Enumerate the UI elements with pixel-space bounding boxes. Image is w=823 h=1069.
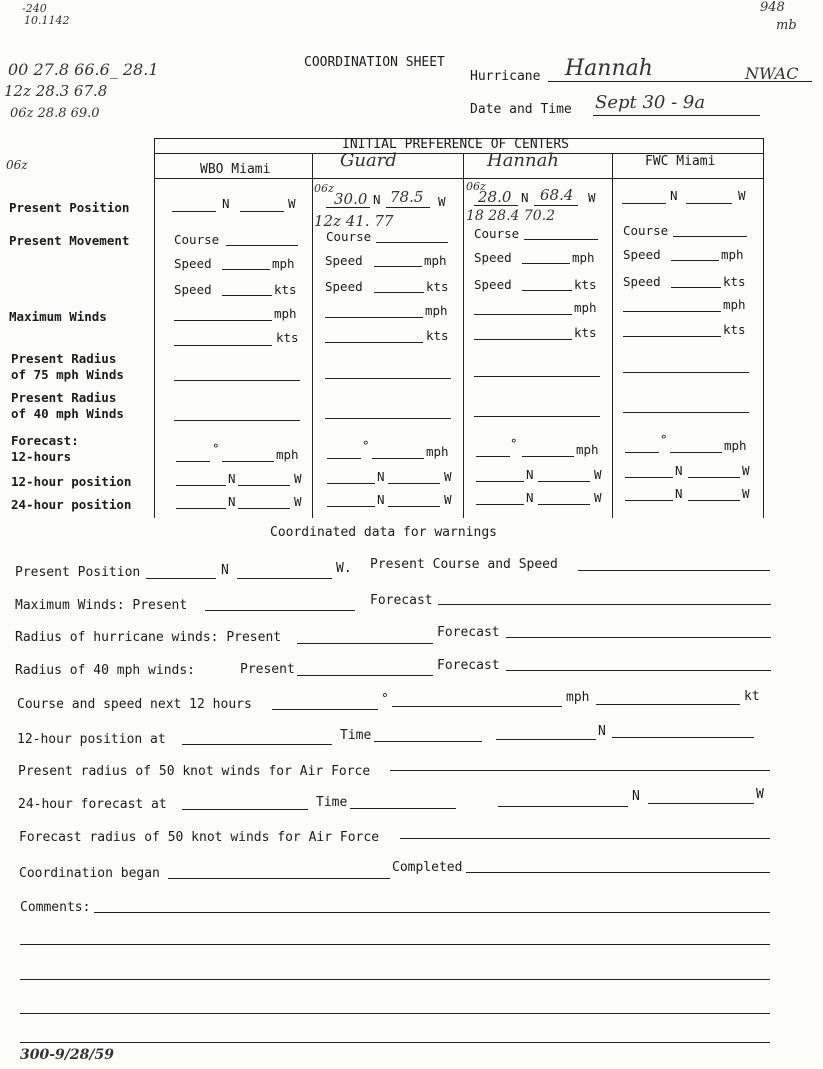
center-header-handwritten: Hannah bbox=[487, 150, 559, 171]
handwritten-note: 12z 41. 77 bbox=[314, 212, 394, 230]
hurricane-label: Hurricane bbox=[470, 69, 541, 84]
cell-w: W bbox=[594, 467, 602, 482]
cell-course: Course bbox=[474, 226, 520, 241]
cell-course: Course bbox=[623, 223, 669, 238]
cell-speed: Speed bbox=[474, 250, 512, 265]
cell-mph: mph bbox=[274, 306, 297, 321]
handwritten-note: 06z bbox=[6, 158, 28, 172]
cell-speed: Speed bbox=[623, 274, 661, 289]
cell-mph: mph bbox=[425, 303, 448, 318]
label-mph: mph bbox=[566, 690, 590, 705]
label-present-radius-50: Present radius of 50 knot winds for Air Force bbox=[18, 764, 371, 779]
cell-w: W bbox=[444, 492, 452, 507]
cell-kts: kts bbox=[723, 274, 746, 289]
page-title: COORDINATION SHEET bbox=[304, 55, 445, 70]
form-number: 300-9/28/59 bbox=[20, 1047, 114, 1063]
label-12-hour-position: 12-hour position at bbox=[17, 732, 166, 747]
handwritten-lon: 68.4 bbox=[540, 186, 574, 204]
cell-n: N bbox=[675, 486, 683, 501]
cell-mph: mph bbox=[272, 256, 295, 271]
cell-course: Course bbox=[326, 229, 372, 244]
cell-mph: mph bbox=[572, 250, 595, 265]
section-heading: Coordinated data for warnings bbox=[270, 525, 497, 540]
cell-w: W bbox=[444, 469, 452, 484]
center-header-handwritten: Guard bbox=[340, 150, 397, 171]
handwritten-lat: 28.0 bbox=[478, 188, 512, 206]
hurricane-note: NWAC bbox=[745, 64, 799, 83]
cell-n: N bbox=[222, 196, 230, 211]
row-label-forecast: Forecast: bbox=[11, 433, 79, 448]
cell-n: N bbox=[521, 190, 529, 205]
handwritten-note: 948 bbox=[760, 0, 785, 15]
row-label-present-position: Present Position bbox=[9, 200, 130, 215]
label-time: Time bbox=[316, 795, 348, 810]
cell-speed: Speed bbox=[174, 282, 212, 297]
cell-kts: kts bbox=[723, 322, 746, 337]
cell-kts: kts bbox=[574, 325, 597, 340]
label-comments: Comments: bbox=[20, 900, 91, 915]
label-course-next-12: Course and speed next 12 hours bbox=[17, 697, 252, 712]
label-forecast: Forecast bbox=[437, 625, 500, 640]
cell-n: N bbox=[526, 467, 534, 482]
label-w: W. bbox=[336, 561, 352, 576]
label-forecast: Forecast bbox=[437, 658, 500, 673]
cell-n: N bbox=[228, 471, 236, 486]
cell-n: N bbox=[526, 490, 534, 505]
cell-n: N bbox=[670, 188, 678, 203]
cell-w: W bbox=[738, 188, 746, 203]
label-present-position: Present Position bbox=[15, 565, 141, 580]
date-time-value: Sept 30 - 9a bbox=[595, 92, 706, 113]
row-label-radius-40: of 40 mph Winds bbox=[11, 406, 124, 421]
cell-speed: Speed bbox=[474, 277, 512, 292]
date-time-label: Date and Time bbox=[470, 102, 572, 117]
row-label-forecast: 12-hours bbox=[11, 449, 72, 464]
handwritten-lat: 30.0 bbox=[334, 190, 368, 208]
label-completed: Completed bbox=[392, 860, 463, 875]
table-heading: INITIAL PREFERENCE OF CENTERS bbox=[342, 137, 569, 152]
handwritten-time: 06z bbox=[314, 182, 334, 195]
label-present: Present bbox=[240, 662, 295, 677]
handwritten-position-note: 00 27.8 66.6_ 28.1 bbox=[8, 60, 159, 79]
cell-mph: mph bbox=[426, 444, 449, 459]
cell-kts: kts bbox=[426, 328, 449, 343]
cell-kts: kts bbox=[574, 277, 597, 292]
label-n: N bbox=[598, 724, 606, 739]
cell-speed: Speed bbox=[174, 256, 212, 271]
label-w: W bbox=[756, 787, 764, 802]
cell-degree: ° bbox=[510, 436, 518, 451]
cell-course: Course bbox=[174, 232, 220, 247]
label-radius-40: Radius of 40 mph winds: bbox=[15, 663, 196, 678]
row-label-radius-75: Present Radius bbox=[11, 351, 117, 366]
label-forecast: Forecast bbox=[370, 593, 433, 608]
label-max-winds-present: Maximum Winds: Present bbox=[15, 598, 188, 613]
row-label-radius-40: Present Radius bbox=[11, 390, 117, 405]
row-label-24-hour-position: 24-hour position bbox=[11, 497, 132, 512]
cell-w: W bbox=[742, 463, 750, 478]
cell-speed: Speed bbox=[325, 253, 363, 268]
label-present-course-speed: Present Course and Speed bbox=[370, 557, 558, 572]
label-n: N bbox=[221, 563, 229, 578]
handwritten-position-note: 06z 28.8 69.0 bbox=[10, 106, 100, 121]
cell-n: N bbox=[373, 192, 381, 207]
cell-w: W bbox=[294, 494, 302, 509]
cell-w: W bbox=[294, 471, 302, 486]
hurricane-name: Hannah bbox=[565, 56, 653, 81]
cell-degree: ° bbox=[660, 432, 668, 447]
cell-mph: mph bbox=[424, 253, 447, 268]
cell-mph: mph bbox=[724, 438, 747, 453]
label-time: Time bbox=[340, 728, 372, 743]
cell-w: W bbox=[594, 490, 602, 505]
handwritten-note: -240 bbox=[22, 2, 47, 15]
label-degree: ° bbox=[381, 692, 389, 707]
cell-mph: mph bbox=[721, 247, 744, 262]
cell-degree: ° bbox=[212, 441, 220, 456]
label-24-hour-forecast: 24-hour forecast at bbox=[18, 797, 167, 812]
cell-mph: mph bbox=[276, 447, 299, 462]
label-n: N bbox=[632, 789, 640, 804]
handwritten-note: 18 28.4 70.2 bbox=[466, 208, 556, 224]
cell-mph: mph bbox=[723, 297, 746, 312]
cell-speed: Speed bbox=[325, 279, 363, 294]
cell-kts: kts bbox=[426, 279, 449, 294]
cell-w: W bbox=[742, 486, 750, 501]
row-label-12-hour-position: 12-hour position bbox=[11, 474, 132, 489]
label-radius-hurricane: Radius of hurricane winds: Present bbox=[15, 630, 282, 645]
row-label-radius-75: of 75 mph Winds bbox=[11, 367, 124, 382]
cell-degree: ° bbox=[362, 438, 370, 453]
label-forecast-radius-50: Forecast radius of 50 knot winds for Air Force bbox=[19, 830, 380, 845]
label-coordination-began: Coordination began bbox=[19, 866, 160, 881]
cell-speed: Speed bbox=[623, 247, 661, 262]
cell-mph: mph bbox=[574, 300, 597, 315]
cell-n: N bbox=[377, 492, 385, 507]
label-kt: kt bbox=[744, 689, 760, 704]
cell-mph: mph bbox=[576, 442, 599, 457]
cell-n: N bbox=[675, 463, 683, 478]
row-label-maximum-winds: Maximum Winds bbox=[9, 309, 107, 324]
cell-kts: kts bbox=[276, 330, 299, 345]
handwritten-lon: 78.5 bbox=[390, 188, 424, 206]
handwritten-note: 10.1142 bbox=[24, 14, 70, 27]
cell-w: W bbox=[438, 194, 446, 209]
cell-n: N bbox=[377, 469, 385, 484]
handwritten-note: mb bbox=[776, 18, 797, 33]
center-header-wbo: WBO Miami bbox=[200, 162, 271, 177]
handwritten-time: 06z bbox=[466, 180, 486, 193]
cell-n: N bbox=[228, 494, 236, 509]
cell-kts: kts bbox=[274, 282, 297, 297]
handwritten-position-note: 12z 28.3 67.8 bbox=[4, 82, 108, 100]
row-label-present-movement: Present Movement bbox=[9, 233, 130, 248]
cell-w: W bbox=[288, 196, 296, 211]
center-header-fwc: FWC Miami bbox=[645, 154, 716, 169]
cell-w: W bbox=[588, 190, 596, 205]
